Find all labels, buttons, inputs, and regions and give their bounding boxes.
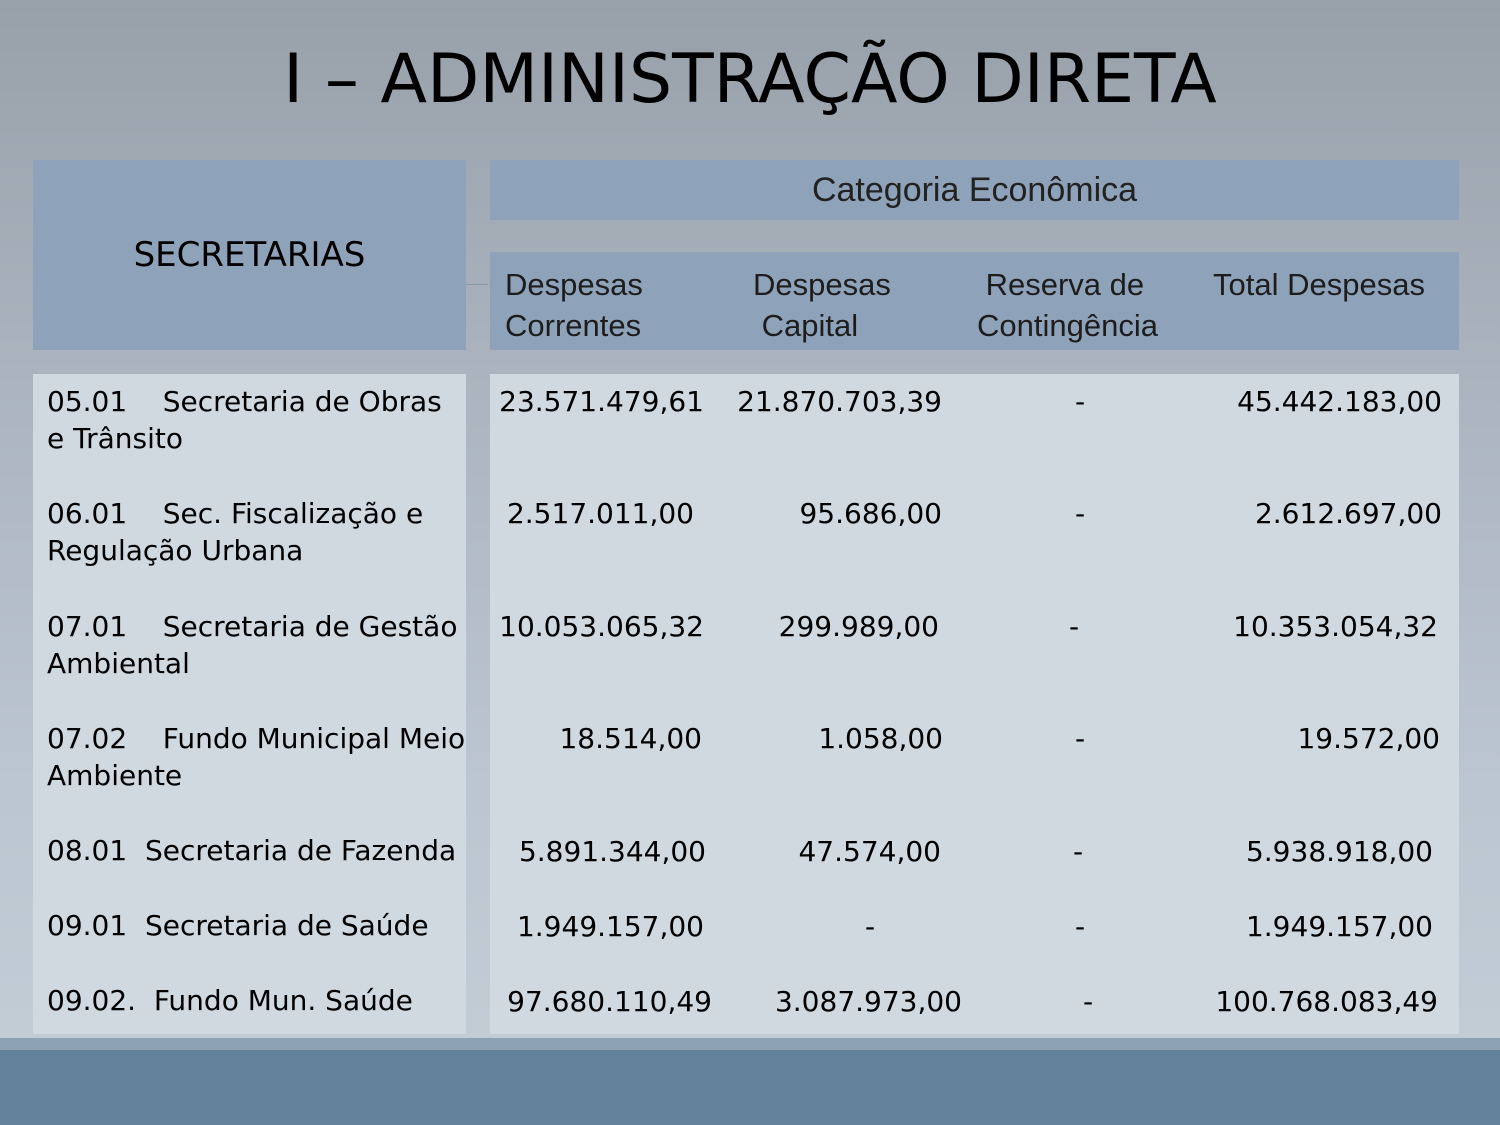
cell-despesas-capital: 95.686,00 — [799, 497, 942, 530]
cell-total-despesas: 45.442.183,00 — [1237, 385, 1442, 418]
col-header-despesas-capital: Despesas Capital — [753, 267, 891, 343]
cell-despesas-capital: 3.087.973,00 — [774, 985, 962, 1018]
col-header-reserva-contingencia: Reserva de Contingência — [977, 267, 1158, 343]
cell-total-despesas: 5.938.918,00 — [1245, 835, 1433, 868]
cell-total-despesas: 19.572,00 — [1297, 722, 1440, 755]
cell-total-despesas: 2.612.697,00 — [1254, 497, 1442, 530]
table-row-label: 07.02 Fundo Municipal Meio Ambiente — [47, 722, 466, 792]
header-connector — [466, 284, 488, 285]
cell-despesas-capital: - — [864, 910, 876, 943]
cell-total-despesas: 1.949.157,00 — [1245, 910, 1433, 943]
cell-reserva-contingencia: - — [1068, 610, 1080, 643]
cell-reserva-contingencia: - — [1072, 835, 1084, 868]
cell-despesas-correntes: 1.949.157,00 — [516, 910, 704, 943]
secretarias-header-label: SECRETARIAS — [133, 235, 366, 275]
cell-despesas-correntes: 5.891.344,00 — [518, 835, 706, 868]
cell-despesas-correntes: 23.571.479,61 — [499, 385, 704, 418]
cell-despesas-correntes: 2.517.011,00 — [506, 497, 694, 530]
page-title: I – ADMINISTRAÇÃO DIRETA — [283, 40, 1217, 119]
categoria-economica-label: Categoria Econômica — [811, 170, 1138, 209]
categoria-economica-header — [490, 160, 1459, 220]
cell-reserva-contingencia: - — [1074, 497, 1086, 530]
cell-total-despesas: 10.353.054,32 — [1233, 610, 1438, 643]
secretarias-header — [33, 160, 466, 350]
cell-despesas-capital: 21.870.703,39 — [737, 385, 942, 418]
cell-despesas-capital: 299.989,00 — [778, 610, 939, 643]
table-row-label: 07.01 Secretaria de Gestão Ambiental — [47, 610, 458, 680]
cell-despesas-correntes: 18.514,00 — [559, 722, 702, 755]
cell-reserva-contingencia: - — [1074, 385, 1086, 418]
cell-despesas-capital: 1.058,00 — [818, 722, 943, 755]
cell-reserva-contingencia: - — [1074, 910, 1086, 943]
column-headers — [490, 252, 1459, 350]
table-row-label: 09.02. Fundo Mun. Saúde — [47, 984, 413, 1017]
cell-despesas-capital: 47.574,00 — [798, 835, 941, 868]
cell-despesas-correntes: 97.680.110,49 — [507, 985, 712, 1018]
table-row-label: 09.01 Secretaria de Saúde — [47, 909, 429, 942]
col-header-despesas-correntes: Despesas Correntes — [505, 267, 643, 343]
cell-reserva-contingencia: - — [1082, 985, 1094, 1018]
table-row-label: 08.01 Secretaria de Fazenda — [47, 834, 457, 867]
cell-reserva-contingencia: - — [1074, 722, 1086, 755]
footer-accent-line — [0, 1038, 1500, 1050]
table-row-label: 06.01 Sec. Fiscalização e Regulação Urbana — [47, 497, 424, 567]
col-header-total-despesas: Total Despesas — [1213, 267, 1425, 302]
cell-total-despesas: 100.768.083,49 — [1215, 985, 1438, 1018]
cell-despesas-correntes: 10.053.065,32 — [499, 610, 704, 643]
footer-band — [0, 1050, 1500, 1125]
table-row-label: 05.01 Secretaria de Obras e Trânsito — [47, 385, 442, 455]
